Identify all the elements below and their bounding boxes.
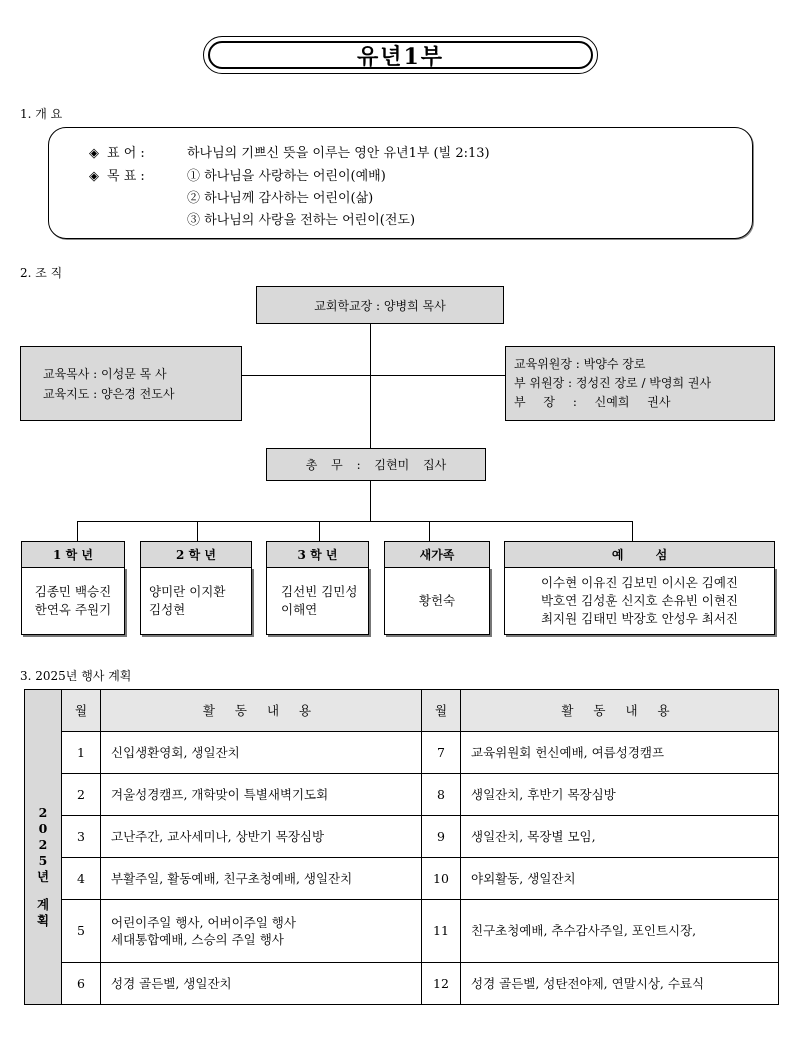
side-label-char: 2 [38, 805, 48, 820]
org-connector-line [77, 521, 78, 541]
table-row [25, 773, 779, 815]
activity-cell: 생일잔치, 목장별 모임, [461, 815, 779, 857]
goal-item: ③ 하나님의 사랑을 전하는 어린이(전도) [187, 213, 416, 228]
goal-item: ① 하나님을 사랑하는 어린이(예배) [187, 169, 386, 184]
month-cell: 10 [422, 857, 461, 899]
org-connector-line [632, 521, 633, 541]
member-line: 황헌숙 [418, 593, 456, 608]
member-line: 최지원 김태민 박장호 안성우 최서진 [540, 611, 739, 626]
side-label-char: 계 [36, 897, 50, 912]
events-side-label [25, 690, 62, 1005]
group-header-newfamily: 새가족 [384, 541, 490, 567]
member-line: 이수현 이유진 김보민 이시온 김예진 [540, 575, 739, 590]
member-line: 박호연 김성훈 신지호 손유빈 이현진 [540, 593, 739, 608]
goal-row [89, 165, 386, 184]
month-cell: 11 [422, 899, 461, 962]
month-header: 월 [62, 690, 101, 732]
group-members-newfamily [384, 567, 490, 635]
month-cell: 6 [62, 963, 101, 1005]
page-title: 유년1부 [208, 41, 593, 69]
table-row [25, 899, 779, 962]
month-cell: 5 [62, 899, 101, 962]
group-header-grade1: 1 학 년 [21, 541, 125, 567]
side-label-char: 획 [36, 913, 50, 928]
org-connector-line [77, 521, 633, 522]
member-line: 김선빈 김민성 [281, 584, 358, 599]
org-education-pastor: 교육목사 : 이성문 목 사 [43, 366, 167, 381]
side-label-gap [25, 885, 61, 897]
group-members-grade3 [266, 567, 369, 635]
section-heading-organization: 2. 조 직 [20, 266, 63, 280]
side-label-char: 2 [38, 837, 48, 852]
group-members-grade1 [21, 567, 125, 635]
diamond-bullet-icon: ◈ [89, 146, 99, 161]
table-row [25, 815, 779, 857]
org-connector-line [370, 323, 371, 448]
member-line: 김종민 백승진 [34, 584, 112, 599]
activity-cell: 성경 골든벨, 생일잔치 [101, 963, 422, 1005]
member-line: 김성현 [149, 602, 186, 617]
events-table [24, 689, 779, 1005]
activity-header: 활 동 내 용 [101, 690, 422, 732]
activity-line: 어린이주일 행사, 어버이주일 행사 [111, 914, 296, 930]
month-cell: 1 [62, 731, 101, 773]
diamond-bullet-icon: ◈ [89, 169, 99, 184]
group-header-grade3: 3 학 년 [266, 541, 369, 567]
overview-box [48, 127, 753, 239]
side-label-char: 0 [38, 821, 48, 836]
org-connector-line [429, 521, 430, 541]
month-header: 월 [422, 690, 461, 732]
activity-cell: 성경 골든벨, 성탄전야제, 연말시상, 수료식 [461, 963, 779, 1005]
month-cell: 3 [62, 815, 101, 857]
org-department-head: 부 장 : 신예희 권사 [514, 395, 671, 409]
org-principal: 교회학교장 : 양병희 목사 [314, 298, 446, 313]
section-heading-overview: 1. 개 요 [20, 107, 63, 121]
org-principal-box [256, 286, 504, 324]
goal-item: ② 하나님께 감사하는 어린이(삶) [187, 191, 374, 206]
org-committee-vice: 부 위원장 : 정성진 장로 / 박영희 권사 [514, 376, 712, 390]
activity-cell: 야외활동, 생일잔치 [461, 857, 779, 899]
group-header-yeseom: 예 섬 [504, 541, 775, 567]
member-line: 양미란 이지환 [149, 584, 226, 599]
group-members-grade2 [140, 567, 252, 635]
org-general-box [266, 448, 486, 481]
month-cell: 12 [422, 963, 461, 1005]
month-cell: 2 [62, 773, 101, 815]
side-label-char: 년 [36, 869, 50, 884]
org-committee-box [505, 346, 775, 421]
activity-cell: 신입생환영회, 생일잔치 [101, 731, 422, 773]
table-row [25, 857, 779, 899]
org-connector-line [319, 521, 320, 541]
member-line: 이해연 [281, 602, 318, 617]
group-members-yeseom [504, 567, 775, 635]
month-cell: 7 [422, 731, 461, 773]
org-connector-line [370, 480, 371, 522]
motto-text: 하나님의 기쁘신 뜻을 이루는 영안 유년1부 (빌 2:13) [187, 146, 490, 161]
month-cell: 4 [62, 857, 101, 899]
activity-header: 활 동 내 용 [461, 690, 779, 732]
org-connector-line [242, 375, 505, 376]
section-heading-events: 3. 2025년 행사 계획 [20, 669, 132, 683]
activity-cell: 교육위원회 헌신예배, 여름성경캠프 [461, 731, 779, 773]
motto-label: 표 어 : [107, 146, 145, 161]
member-line: 한연옥 주원기 [34, 602, 112, 617]
goal-label: 목 표 : [107, 169, 145, 184]
org-education-box [20, 346, 242, 421]
org-education-director: 교육지도 : 양은경 전도사 [43, 386, 175, 401]
month-cell: 8 [422, 773, 461, 815]
activity-cell [101, 899, 422, 962]
table-row [25, 963, 779, 1005]
org-connector-line [197, 521, 198, 541]
table-row [25, 731, 779, 773]
motto-row [89, 142, 490, 161]
title-frame [203, 36, 598, 74]
activity-cell: 생일잔치, 후반기 목장심방 [461, 773, 779, 815]
group-header-grade2: 2 학 년 [140, 541, 252, 567]
table-header-row [25, 690, 779, 732]
side-label-char: 5 [38, 853, 48, 868]
activity-cell: 부활주일, 활동예배, 친구초청예배, 생일잔치 [101, 857, 422, 899]
activity-cell: 겨울성경캠프, 개학맞이 특별새벽기도회 [101, 773, 422, 815]
activity-line: 세대통합예배, 스승의 주일 행사 [111, 931, 284, 947]
org-committee-chair: 교육위원장 : 박양수 장로 [514, 357, 646, 371]
activity-cell: 친구초청예배, 추수감사주일, 포인트시장, [461, 899, 779, 962]
org-general: 총 무 : 김현미 집사 [305, 458, 447, 472]
activity-cell: 고난주간, 교사세미나, 상반기 목장심방 [101, 815, 422, 857]
month-cell: 9 [422, 815, 461, 857]
